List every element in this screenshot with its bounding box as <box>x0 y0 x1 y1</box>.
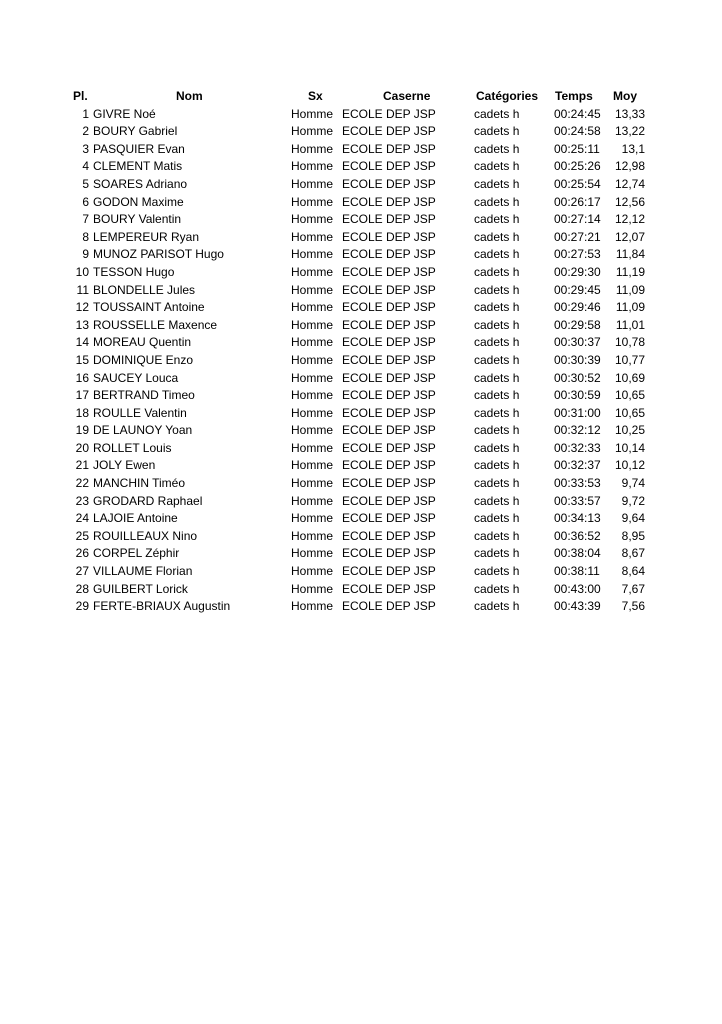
table-row <box>70 334 650 352</box>
table-row <box>70 440 650 458</box>
cell-nom: ROUILLEAUX Nino <box>93 528 198 543</box>
cell-nom: VILLAUME Florian <box>93 564 193 579</box>
cell-categorie: cadets h <box>474 159 520 174</box>
cell-sx: Homme <box>291 141 334 156</box>
cell-caserne: ECOLE DEP JSP <box>342 511 436 526</box>
cell-nom: FERTE-BRIAUX Augustin <box>93 599 231 614</box>
cell-caserne: ECOLE DEP JSP <box>342 581 436 596</box>
cell-sx: Homme <box>291 300 334 315</box>
cell-caserne: ECOLE DEP JSP <box>342 159 436 174</box>
table-row <box>70 141 650 159</box>
cell-temps: 00:38:04 <box>554 546 601 561</box>
cell-sx: Homme <box>291 493 334 508</box>
cell-caserne: ECOLE DEP JSP <box>342 176 436 191</box>
table-row <box>70 317 650 335</box>
cell-categorie: cadets h <box>474 511 520 526</box>
cell-temps: 00:31:00 <box>554 405 601 420</box>
cell-temps: 00:33:57 <box>554 493 601 508</box>
cell-categorie: cadets h <box>474 317 520 332</box>
cell-pl: 12 <box>75 300 89 315</box>
cell-temps: 00:29:46 <box>554 300 601 315</box>
table-row <box>70 422 650 440</box>
cell-pl: 1 <box>82 106 89 121</box>
table-row <box>70 510 650 528</box>
cell-sx: Homme <box>291 229 334 244</box>
cell-caserne: ECOLE DEP JSP <box>342 440 436 455</box>
cell-nom: BERTRAND Timeo <box>93 388 195 403</box>
table-row <box>70 475 650 493</box>
table-row <box>70 106 650 124</box>
cell-moy: 10,78 <box>614 335 645 350</box>
cell-categorie: cadets h <box>474 247 520 262</box>
cell-pl: 18 <box>75 405 89 420</box>
cell-temps: 00:25:11 <box>554 141 600 156</box>
cell-temps: 00:26:17 <box>554 194 601 209</box>
cell-nom: SOARES Adriano <box>93 176 188 191</box>
cell-sx: Homme <box>291 511 334 526</box>
cell-temps: 00:25:54 <box>554 176 601 191</box>
cell-nom: SAUCEY Louca <box>93 370 179 385</box>
cell-temps: 00:43:00 <box>554 581 601 596</box>
cell-categorie: cadets h <box>474 493 520 508</box>
cell-nom: DE LAUNOY Yoan <box>93 423 193 438</box>
cell-moy: 7,56 <box>621 599 645 614</box>
cell-nom: ROLLET Louis <box>93 440 172 455</box>
cell-pl: 24 <box>75 511 89 526</box>
cell-sx: Homme <box>291 423 334 438</box>
cell-pl: 7 <box>82 212 89 227</box>
cell-caserne: ECOLE DEP JSP <box>342 229 436 244</box>
cell-pl: 29 <box>75 599 89 614</box>
table-row <box>70 387 650 405</box>
cell-caserne: ECOLE DEP JSP <box>342 194 436 209</box>
cell-moy: 9,64 <box>621 511 645 526</box>
table-row <box>70 246 650 264</box>
cell-pl: 28 <box>75 581 89 596</box>
cell-sx: Homme <box>291 282 334 297</box>
table-row <box>70 598 650 616</box>
cell-nom: CLEMENT Matis <box>93 159 183 174</box>
table-row <box>70 563 650 581</box>
cell-moy: 13,22 <box>614 124 645 139</box>
cell-moy: 12,98 <box>614 159 645 174</box>
cell-categorie: cadets h <box>474 528 520 543</box>
cell-sx: Homme <box>291 264 334 279</box>
cell-temps: 00:25:26 <box>554 159 601 174</box>
cell-caserne: ECOLE DEP JSP <box>342 528 436 543</box>
cell-sx: Homme <box>291 546 334 561</box>
cell-sx: Homme <box>291 388 334 403</box>
cell-categorie: cadets h <box>474 300 520 315</box>
header-temps: Temps <box>555 89 593 103</box>
cell-nom: MUNOZ PARISOT Hugo <box>93 247 224 262</box>
cell-categorie: cadets h <box>474 564 520 579</box>
cell-caserne: ECOLE DEP JSP <box>342 264 436 279</box>
cell-temps: 00:32:12 <box>554 423 601 438</box>
cell-moy: 10,65 <box>614 388 645 403</box>
table-row <box>70 282 650 300</box>
cell-caserne: ECOLE DEP JSP <box>342 335 436 350</box>
cell-nom: PASQUIER Evan <box>93 141 185 156</box>
cell-categorie: cadets h <box>474 581 520 596</box>
cell-nom: BLONDELLE Jules <box>93 282 196 297</box>
cell-sx: Homme <box>291 599 334 614</box>
cell-moy: 11,84 <box>615 247 645 262</box>
cell-sx: Homme <box>291 247 334 262</box>
cell-sx: Homme <box>291 124 334 139</box>
cell-sx: Homme <box>291 317 334 332</box>
cell-categorie: cadets h <box>474 141 520 156</box>
cell-caserne: ECOLE DEP JSP <box>342 300 436 315</box>
cell-categorie: cadets h <box>474 212 520 227</box>
cell-categorie: cadets h <box>474 282 520 297</box>
cell-temps: 00:27:21 <box>554 229 601 244</box>
cell-caserne: ECOLE DEP JSP <box>342 599 436 614</box>
cell-caserne: ECOLE DEP JSP <box>342 546 436 561</box>
cell-categorie: cadets h <box>474 229 520 244</box>
cell-sx: Homme <box>291 458 334 473</box>
cell-pl: 17 <box>75 388 89 403</box>
cell-moy: 11,01 <box>615 317 645 332</box>
cell-moy: 10,69 <box>614 370 645 385</box>
cell-sx: Homme <box>291 476 334 491</box>
cell-pl: 6 <box>82 194 89 209</box>
cell-caserne: ECOLE DEP JSP <box>342 564 436 579</box>
cell-temps: 00:30:37 <box>554 335 601 350</box>
cell-moy: 7,67 <box>621 581 645 596</box>
cell-pl: 15 <box>75 352 89 367</box>
header-moy: Moy <box>613 89 637 103</box>
cell-moy: 12,74 <box>614 176 645 191</box>
cell-moy: 11,09 <box>615 282 645 297</box>
cell-caserne: ECOLE DEP JSP <box>342 476 436 491</box>
cell-categorie: cadets h <box>474 405 520 420</box>
cell-caserne: ECOLE DEP JSP <box>342 247 436 262</box>
cell-caserne: ECOLE DEP JSP <box>342 352 436 367</box>
cell-pl: 19 <box>75 423 89 438</box>
cell-temps: 00:24:45 <box>554 106 601 121</box>
cell-temps: 00:34:13 <box>554 511 601 526</box>
header-nom: Nom <box>176 89 203 103</box>
cell-temps: 00:29:45 <box>554 282 601 297</box>
cell-temps: 00:29:58 <box>554 317 601 332</box>
cell-nom: BOURY Gabriel <box>93 124 178 139</box>
cell-moy: 11,09 <box>615 300 645 315</box>
cell-temps: 00:27:53 <box>554 247 601 262</box>
table-row <box>70 493 650 511</box>
table-row <box>70 299 650 317</box>
cell-categorie: cadets h <box>474 458 520 473</box>
cell-categorie: cadets h <box>474 335 520 350</box>
cell-nom: LAJOIE Antoine <box>93 511 178 526</box>
cell-temps: 00:24:58 <box>554 124 601 139</box>
cell-nom: GODON Maxime <box>93 194 184 209</box>
cell-pl: 14 <box>75 335 89 350</box>
cell-temps: 00:29:30 <box>554 264 601 279</box>
cell-categorie: cadets h <box>474 370 520 385</box>
header-categories: Catégories <box>476 89 539 103</box>
cell-pl: 4 <box>82 159 89 174</box>
cell-temps: 00:33:53 <box>554 476 601 491</box>
cell-sx: Homme <box>291 159 334 174</box>
cell-pl: 13 <box>75 317 89 332</box>
table-row <box>70 370 650 388</box>
cell-caserne: ECOLE DEP JSP <box>342 317 436 332</box>
cell-moy: 13,1 <box>621 141 645 156</box>
cell-moy: 8,64 <box>621 564 645 579</box>
cell-moy: 12,12 <box>614 212 645 227</box>
cell-moy: 10,77 <box>614 352 645 367</box>
cell-pl: 8 <box>82 229 89 244</box>
cell-nom: GIVRE Noé <box>93 106 156 121</box>
cell-nom: MOREAU Quentin <box>93 335 192 350</box>
cell-moy: 12,07 <box>614 229 645 244</box>
cell-sx: Homme <box>291 405 334 420</box>
cell-moy: 11,19 <box>615 264 645 279</box>
cell-categorie: cadets h <box>474 599 520 614</box>
cell-pl: 20 <box>75 440 89 455</box>
cell-moy: 13,33 <box>614 106 645 121</box>
cell-temps: 00:36:52 <box>554 528 601 543</box>
header-caserne: Caserne <box>383 89 431 103</box>
cell-nom: ROULLE Valentin <box>93 405 187 420</box>
cell-caserne: ECOLE DEP JSP <box>342 493 436 508</box>
cell-moy: 8,67 <box>621 546 645 561</box>
cell-caserne: ECOLE DEP JSP <box>342 405 436 420</box>
cell-categorie: cadets h <box>474 546 520 561</box>
cell-nom: MANCHIN Timéo <box>93 476 186 491</box>
cell-pl: 22 <box>75 476 89 491</box>
cell-temps: 00:30:59 <box>554 388 601 403</box>
cell-pl: 26 <box>75 546 89 561</box>
table-row <box>70 158 650 176</box>
cell-temps: 00:43:39 <box>554 599 601 614</box>
cell-caserne: ECOLE DEP JSP <box>342 458 436 473</box>
cell-pl: 21 <box>75 458 89 473</box>
cell-nom: BOURY Valentin <box>93 212 182 227</box>
cell-moy: 10,25 <box>614 423 645 438</box>
table-row <box>70 545 650 563</box>
cell-caserne: ECOLE DEP JSP <box>342 370 436 385</box>
header-pl: Pl. <box>73 89 88 103</box>
cell-nom: DOMINIQUE Enzo <box>93 352 194 367</box>
table-row <box>70 352 650 370</box>
cell-temps: 00:38:11 <box>554 564 600 579</box>
cell-caserne: ECOLE DEP JSP <box>342 212 436 227</box>
cell-pl: 25 <box>75 528 89 543</box>
cell-categorie: cadets h <box>474 352 520 367</box>
table-row <box>70 123 650 141</box>
cell-pl: 3 <box>82 141 89 156</box>
cell-nom: CORPEL Zéphir <box>93 546 180 561</box>
table-row <box>70 581 650 599</box>
cell-sx: Homme <box>291 528 334 543</box>
header-sx: Sx <box>308 89 323 103</box>
cell-moy: 10,14 <box>614 440 645 455</box>
cell-temps: 00:32:37 <box>554 458 601 473</box>
cell-sx: Homme <box>291 370 334 385</box>
cell-categorie: cadets h <box>474 423 520 438</box>
cell-pl: 9 <box>82 247 89 262</box>
cell-nom: TOUSSAINT Antoine <box>93 300 205 315</box>
table-header <box>70 88 650 106</box>
cell-categorie: cadets h <box>474 388 520 403</box>
cell-moy: 9,74 <box>621 476 645 491</box>
cell-temps: 00:32:33 <box>554 440 601 455</box>
cell-temps: 00:27:14 <box>554 212 601 227</box>
cell-moy: 10,12 <box>614 458 645 473</box>
cell-sx: Homme <box>291 352 334 367</box>
table-body <box>70 106 650 616</box>
cell-nom: GUILBERT Lorick <box>93 581 188 596</box>
cell-caserne: ECOLE DEP JSP <box>342 423 436 438</box>
cell-temps: 00:30:39 <box>554 352 601 367</box>
cell-moy: 8,95 <box>621 528 645 543</box>
table-row <box>70 211 650 229</box>
cell-categorie: cadets h <box>474 264 520 279</box>
cell-sx: Homme <box>291 194 334 209</box>
cell-pl: 10 <box>75 264 89 279</box>
cell-caserne: ECOLE DEP JSP <box>342 141 436 156</box>
table-row <box>70 405 650 423</box>
cell-nom: GRODARD Raphael <box>93 493 203 508</box>
cell-categorie: cadets h <box>474 106 520 121</box>
cell-nom: LEMPEREUR Ryan <box>93 229 200 244</box>
cell-categorie: cadets h <box>474 440 520 455</box>
cell-nom: JOLY Ewen <box>93 458 156 473</box>
cell-sx: Homme <box>291 335 334 350</box>
cell-categorie: cadets h <box>474 124 520 139</box>
cell-nom: ROUSSELLE Maxence <box>93 317 218 332</box>
results-table <box>70 88 650 616</box>
cell-sx: Homme <box>291 440 334 455</box>
cell-caserne: ECOLE DEP JSP <box>342 106 436 121</box>
cell-caserne: ECOLE DEP JSP <box>342 282 436 297</box>
cell-moy: 10,65 <box>614 405 645 420</box>
table-row <box>70 176 650 194</box>
cell-caserne: ECOLE DEP JSP <box>342 124 436 139</box>
cell-categorie: cadets h <box>474 176 520 191</box>
table-row <box>70 457 650 475</box>
table-row <box>70 229 650 247</box>
cell-temps: 00:30:52 <box>554 370 601 385</box>
cell-pl: 16 <box>75 370 89 385</box>
cell-pl: 11 <box>76 282 89 297</box>
table-row <box>70 264 650 282</box>
cell-pl: 2 <box>82 124 89 139</box>
cell-pl: 27 <box>75 564 89 579</box>
table-row <box>70 194 650 212</box>
cell-pl: 23 <box>75 493 89 508</box>
cell-categorie: cadets h <box>474 194 520 209</box>
cell-sx: Homme <box>291 176 334 191</box>
cell-categorie: cadets h <box>474 476 520 491</box>
cell-pl: 5 <box>82 176 89 191</box>
cell-caserne: ECOLE DEP JSP <box>342 388 436 403</box>
cell-sx: Homme <box>291 106 334 121</box>
cell-sx: Homme <box>291 212 334 227</box>
cell-moy: 9,72 <box>621 493 645 508</box>
cell-sx: Homme <box>291 564 334 579</box>
cell-sx: Homme <box>291 581 334 596</box>
cell-nom: TESSON Hugo <box>93 264 175 279</box>
cell-moy: 12,56 <box>614 194 645 209</box>
table-row <box>70 528 650 546</box>
